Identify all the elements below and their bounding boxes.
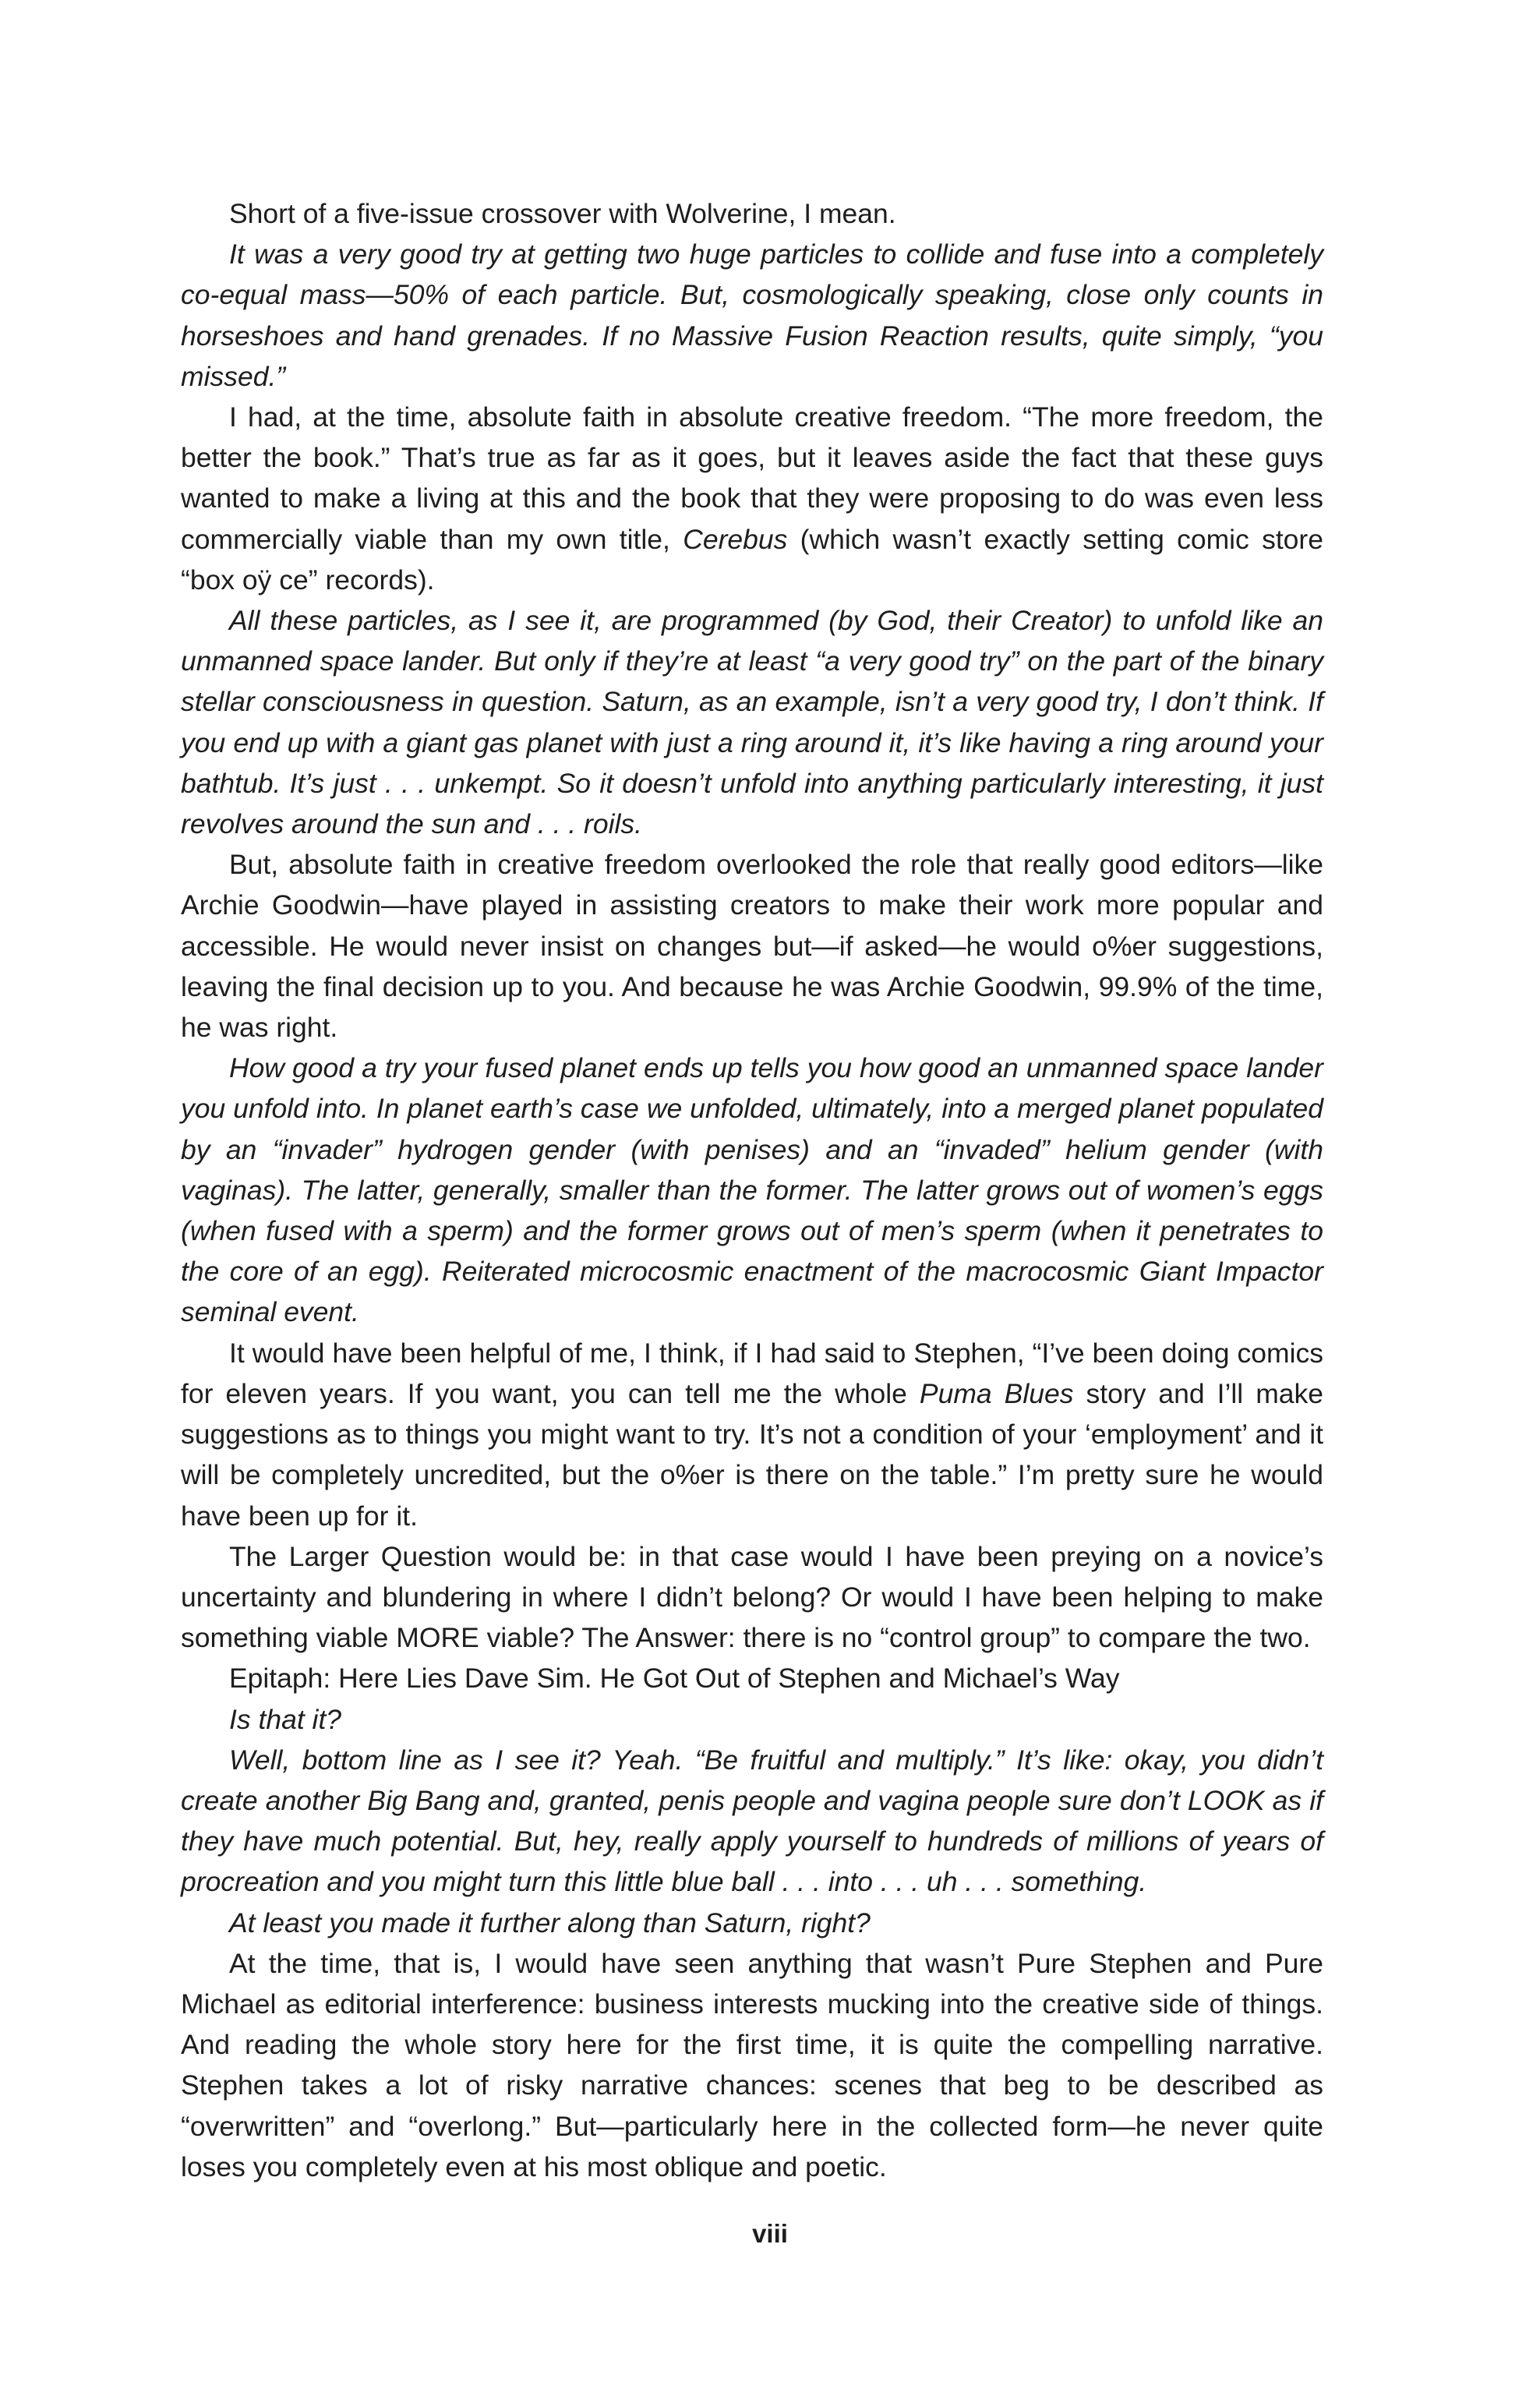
paragraph <box>181 1536 1323 1659</box>
paragraph <box>181 234 1323 397</box>
text-run: story and I’ll make suggestions as to things you might want to try. It’s not a condition of your ‘employment’ and it will be completely uncredited, but the o%er is there on the table.” I’m pretty sure he would have been up for it. <box>181 1377 1324 1532</box>
paragraph <box>181 1903 1323 1943</box>
text-run: Is that it? <box>229 1703 342 1735</box>
text-run: I had, at the time, absolute faith in absolute creative freedom. “The more freedom, the better the book.” That’s true as far as it goes, but it leaves aside the fact that these guys wanted to make a living at this and the book that they were proposing to do was even less commercially viable than my own title, <box>181 401 1323 555</box>
text-run: At the time, that is, I would have seen anything that wasn’t Pure Stephen and Pure Michael as editorial interference: business interests mucking into the creative side of things. And reading the whole story here for the first time, it is quite the compelling narrative. Stephen takes a lot of risky narrative chances: scenes that beg to be described as “overwritten” and “overlong.” But—particularly here in the collected form—he never quite loses you completely even at his most oblique and poetic. <box>181 1947 1323 2182</box>
paragraph <box>181 844 1323 1048</box>
text-run: All these particles, as I see it, are programmed (by God, their Creator) to unfold like an unmanned space lander. But only if they’re at least “a very good try” on the part of the binary stellar consciousness in question. Saturn, as an example, isn’t a very good try, I don’t think. If you end up with a giant gas planet with just a ring around it, it’s like having a ring around your bathtub. It’s just . . . unkempt. So it doesn’t unfold into anything particularly interesting, it just revolves around the sun and . . . roils. <box>181 605 1323 840</box>
page-body <box>181 193 1323 2187</box>
text-run: How good a try your fused planet ends up tells you how good an unmanned space lander you unfold into. In planet earth’s case we unfolded, ultimately, into a merged planet populated by an “invader” hydrogen gender (with penises) and an “invaded” helium gender (with vaginas). The latter, generally, smaller than the former. The latter grows out of women’s eggs (when fused with a sperm) and the former grows out of men’s sperm (when it penetrates to the core of an egg). Reiterated microcosmic enactment of the macrocosmic Giant Impactor seminal event. <box>181 1052 1323 1328</box>
text-run: It would have been helpful of me, I think, if I had said to Stephen, “I’ve been doing comics for eleven years. If you want, you can tell me the whole <box>181 1337 1323 1409</box>
text-run: Epitaph: Here Lies Dave Sim. He Got Out of Stephen and Michael’s Way <box>229 1663 1120 1695</box>
title-italic: Cerebus <box>683 523 788 555</box>
paragraph <box>181 1699 1323 1740</box>
paragraph <box>181 193 1323 234</box>
paragraph <box>181 1740 1323 1903</box>
title-italic: Puma Blues <box>919 1377 1074 1409</box>
text-run: Short of a five-issue crossover with Wolverine, I mean. <box>229 198 896 229</box>
paragraph <box>181 600 1323 844</box>
text-run: (which wasn’t exactly setting comic store “box oÿ ce” records). <box>181 523 1323 596</box>
text-run: Well, bottom line as I see it? Yeah. “Be fruitful and multiply.” It’s like: okay, you didn’t create another Big Bang and, granted, penis people and vagina people sure don’t LOOK as if they have much potential. But, hey, really apply yourself to hundreds of millions of years of procreation and you might turn this little blue ball . . . into . . . uh . . . something. <box>181 1744 1323 1898</box>
text-run: It was a very good try at getting two huge particles to collide and fuse into a completely co-equal mass—50% of each particle. But, cosmologically speaking, close only counts in horseshoes and hand grenades. If no Massive Fusion Reaction results, quite simply, “you missed.” <box>181 239 1323 392</box>
page-number: viii <box>752 2219 788 2248</box>
paragraph <box>181 1048 1323 1332</box>
paragraph <box>181 397 1323 600</box>
paragraph <box>181 1943 1323 2187</box>
paragraph <box>181 1333 1323 1536</box>
text-run: At least you made it further along than Saturn, right? <box>229 1907 871 1938</box>
text-run: The Larger Question would be: in that case would I have been preying on a novice’s uncertainty and blundering in where I didn’t belong? Or would I have been helping to make something viable MORE viable? The Answer: there is no “control group” to compare the two. <box>181 1540 1323 1654</box>
text-run: But, absolute faith in creative freedom overlooked the role that really good editors—like Archie Goodwin—have played in assisting creators to make their work more popular and accessible. He would never insist on changes but—if asked—he would o%er suggestions, leaving the final decision up to you. And because he was Archie Goodwin, 99.9% of the time, he was right. <box>181 849 1323 1044</box>
paragraph <box>181 1658 1323 1698</box>
